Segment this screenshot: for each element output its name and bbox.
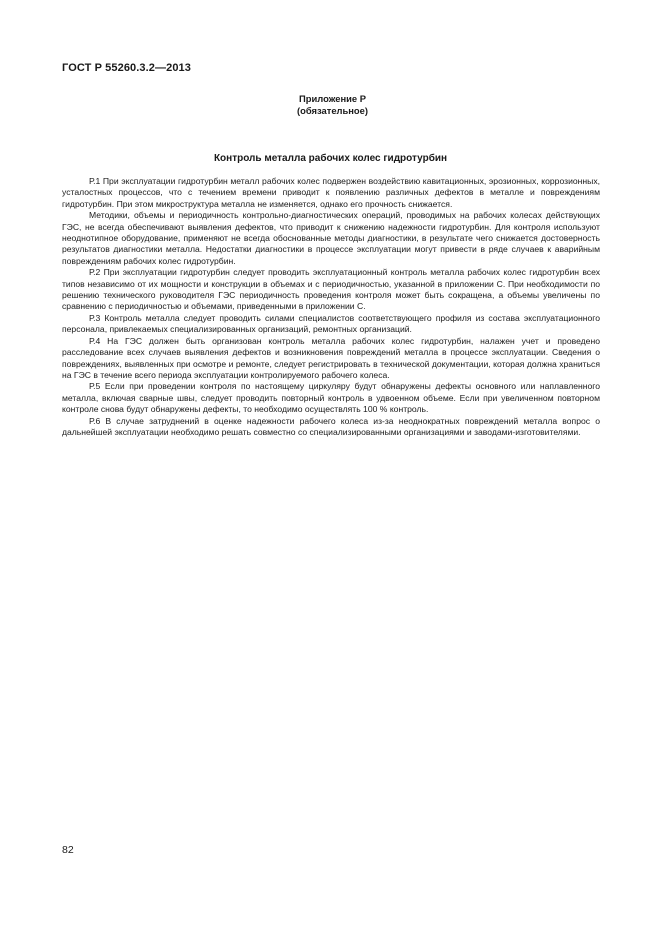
paragraph-p1: Р.1 При эксплуатации гидротурбин металл рабочих колес подвержен воздействию кавитационных, эрозионных, коррозионных, усталостных процессов, что с течением времени приводит к появлению различных дефектов в металле и повреждениям гидротурбин. При этом микроструктура металла не изменяется, однако его прочность снижается. xyxy=(62,176,600,209)
appendix-heading xyxy=(0,93,661,117)
paragraph-p4: Р.4 На ГЭС должен быть организован контроль металла рабочих колес гидротурбин, налажен учет и проведено расследование всех случаев выявления дефектов и возникновения повреждений металла в процессе эксплуатации. Сведения о повреждениях, выявленных при осмотре и ремонте, следует регистрировать в технической документации, которая должна храниться на ГЭС в течение всего периода эксплуатации контролируемого рабочего колеса. xyxy=(62,335,600,380)
paragraph-p6: Р.6 В случае затруднений в оценке надежности рабочего колеса из-за неоднократных повреждений металла вопрос о дальнейшей эксплуатации необходимо решать совместно со специализированными организациями и заводами-изготовителями. xyxy=(62,415,600,437)
appendix-status: (обязательное) xyxy=(297,105,368,116)
paragraph-p2: Р.2 При эксплуатации гидротурбин следует проводить эксплуатационный контроль металла рабочих колес гидротурбин всех типов независимо от их мощности и конструкции в объемах и с периодичностью, указанной в приложении С. При необходимости по решению технического руководителя ГЭС периодичность проведения контроля может быть сокращена, а объемы увеличены по сравнению с периодичностью и объемами, приведенными в приложении С. xyxy=(62,267,600,312)
paragraph-p3: Р.3 Контроль металла следует проводить силами специалистов соответствующего профиля из состава эксплуатационного персонала, привлекаемых специализированных организаций, ремонтных организаций. xyxy=(62,312,600,335)
section-title: Контроль металла рабочих колес гидротурбин xyxy=(213,153,448,164)
page-number: 82 xyxy=(62,844,74,856)
paragraph-methods: Методики, объемы и периодичность контрольно-диагностических операций, проводимых на рабочих колесах действующих ГЭС, не всегда обеспечивают выявления дефектов, что приводит к снижению надежности гидротурбин. Для контроля используют неоднотипное оборудование, применяют не всегда обоснованные методы диагностики, в результате чего снижается достоверность результатов диагностики металла. Недостатки диагностики в процессе эксплуатации могут привести в ряде случаев к аварийным повреждениям рабочих колес гидротурбин. xyxy=(62,210,600,266)
document-code: ГОСТ Р 55260.3.2—2013 xyxy=(62,62,191,74)
body-text xyxy=(62,176,600,438)
appendix-title: Приложение Р xyxy=(299,93,366,104)
paragraph-p5: Р.5 Если при проведении контроля по настоящему циркуляру будут обнаружены дефекты основного или наплавленного металла, включая сварные швы, следует проводить повторный контроль в удвоенном объеме. Если при увеличенном повторном контроле снова будут обнаружены дефекты, то необходимо осуществлять 100 % контроль. xyxy=(62,381,600,415)
